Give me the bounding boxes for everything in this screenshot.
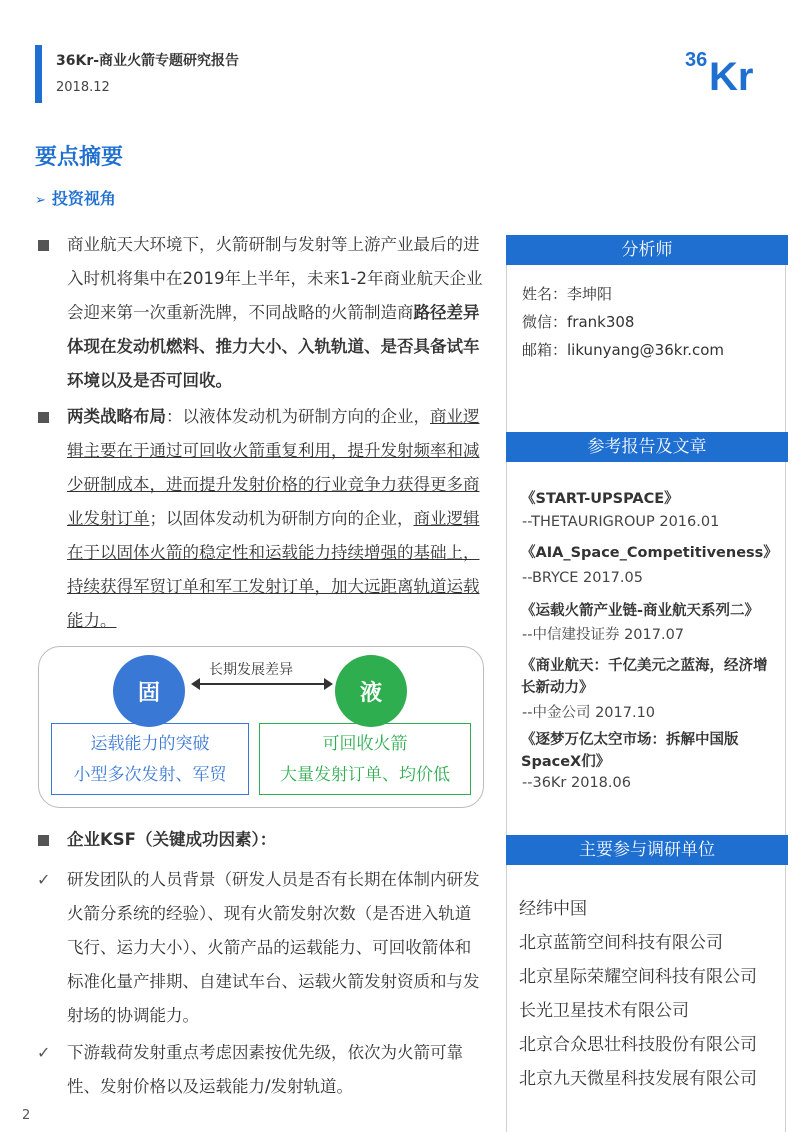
list-item: 长光卫星技术有限公司	[519, 1001, 689, 1021]
reference-title: 《商业航天：千亿美元之蓝海，经济增长新动力》	[521, 658, 768, 696]
solid-line-1: 运载能力的突破	[90, 734, 210, 754]
list-item: 北京星际荣耀空间科技有限公司	[519, 967, 757, 987]
solid-engine-circle: 固	[113, 655, 185, 727]
square-bullet-icon	[38, 412, 49, 423]
p2-underlined-text-2: 商业逻辑在于以固体火箭的稳定性和运载能力持续增强的基础上，持续获得军贸订单和军工发射订单，加大远距离轨道运载能力。	[67, 509, 480, 630]
reference-title: 《AIA_Space_Competitiveness》	[521, 545, 778, 561]
reference-source: --36Kr 2018.06	[522, 775, 631, 791]
solid-line-2: 小型多次发射、军贸	[73, 765, 227, 785]
analyst-header: 分析师	[506, 235, 788, 265]
p2-underlined-text-1: 商业逻辑主要在于通过可回收火箭重复利用，提升发射频率和减少研制成本，进而提升发射价格的行业竞争力获得更多商业发射订单	[67, 407, 480, 528]
diagram-label: 长期发展差异	[209, 662, 293, 678]
list-item: 北京九天微星科技发展有限公司	[519, 1069, 757, 1089]
logo-text-kr: Kr	[709, 55, 754, 94]
summary-paragraph-1	[35, 228, 485, 398]
ksf-item-2-text: 下游载荷发射重点考虑因素按优先级，依次为火箭可靠性、发射价格以及运载能力/发射轨道。	[67, 1043, 463, 1096]
reference-source: --中信建投证券 2017.07	[522, 627, 685, 643]
sidebar	[506, 235, 786, 1132]
ksf-item-2	[35, 1036, 485, 1104]
list-item: 经纬中国	[519, 899, 587, 919]
strategy-diagram	[38, 646, 484, 808]
analyst-name: 姓名：李坤阳	[522, 285, 613, 303]
reference-source: --中金公司 2017.10	[522, 705, 656, 721]
header-accent-bar	[35, 45, 42, 103]
solid-strategy-box	[51, 723, 249, 795]
liquid-line-1: 可回收火箭	[322, 734, 408, 754]
section-title: 要点摘要	[35, 145, 124, 170]
ksf-heading	[35, 823, 485, 857]
report-date: 2018.12	[56, 80, 110, 95]
institutions-list	[519, 892, 757, 1096]
list-item: 北京合众思壮科技股份有限公司	[519, 1035, 757, 1055]
logo-text-36: 36	[685, 49, 708, 71]
36kr-logo	[685, 44, 770, 94]
section-subtitle	[35, 186, 116, 209]
page-number: 2	[22, 1108, 31, 1123]
reference-source: --BRYCE 2017.05	[522, 570, 643, 586]
liquid-line-2: 大量发射订单、均价低	[280, 765, 450, 785]
reference-title: 《START-UPSPACE》	[521, 491, 679, 507]
p1-text: 商业航天大环境下，火箭研制与发射等上游产业最后的进入时机将集中在2019年上半年，未来1-2年商业航天企业会迎来第一次重新洗牌，不同战略的火箭制造商	[67, 235, 483, 322]
ksf-item-1	[35, 863, 485, 1033]
analyst-wechat: 微信：frank308	[522, 313, 635, 331]
ksf-item-1-text: 研发团队的人员背景（研发人员是否有长期在体制内研发火箭分系统的经验）、现有火箭发射次数（是否进入轨道飞行、运力大小）、火箭产品的运载能力、可回收箭体和标准化量产排期、自建试车台、运载火箭发射资质和与发射场的协调能力。	[67, 870, 480, 1025]
square-bullet-icon	[38, 240, 49, 251]
subtitle-text: 投资视角	[51, 189, 116, 208]
reference-title: 《运载火箭产业链-商业航天系列二》	[521, 603, 760, 619]
liquid-strategy-box	[259, 723, 471, 795]
list-item: 北京蓝箭空间科技有限公司	[519, 933, 723, 953]
p2-text: ：以液体发动机为研制方向的企业，	[166, 407, 430, 426]
check-icon: ✓	[37, 1043, 51, 1062]
p2-mid-text: ；以固体发动机为研制方向的企业，	[149, 509, 414, 528]
ksf-title: 企业KSF（关键成功因素）：	[67, 830, 277, 849]
p2-bold-text: 两类战略布局	[67, 407, 166, 426]
triangle-right-icon: ➢	[35, 193, 46, 208]
reference-source: --THETAURIGROUP 2016.01	[522, 514, 720, 530]
analyst-email[interactable]: 邮箱：likunyang@36kr.com	[522, 341, 725, 359]
check-icon: ✓	[37, 870, 51, 889]
reference-title: 《逐梦万亿太空市场：拆解中国版SpaceX们》	[521, 732, 739, 770]
p1-bold-text: 路径差异体现在发动机燃料、推力大小、入轨轨道、是否具备试车环境以及是否可回收。	[67, 303, 480, 390]
square-bullet-icon	[38, 835, 49, 846]
institutions-header: 主要参与调研单位	[506, 835, 788, 865]
references-header: 参考报告及文章	[506, 432, 788, 462]
summary-paragraph-2	[35, 400, 485, 638]
report-title: 36Kr-商业火箭专题研究报告	[56, 53, 240, 69]
double-arrow-icon	[193, 683, 331, 685]
liquid-engine-circle: 液	[335, 655, 407, 727]
